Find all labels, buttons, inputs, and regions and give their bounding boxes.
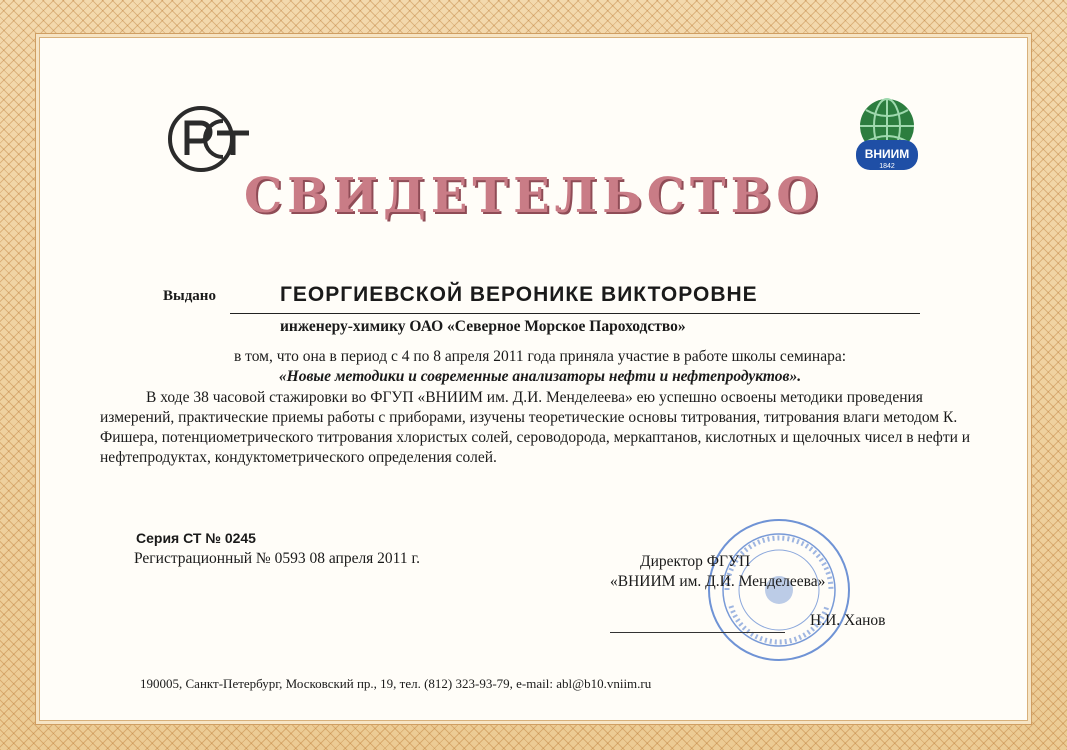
director-title: Директор ФГУП	[640, 553, 751, 570]
director-block	[610, 552, 825, 592]
rst-logo	[165, 103, 255, 175]
name-underline	[230, 313, 920, 314]
paragraph-intro	[100, 347, 980, 387]
series-number: Серия СТ № 0245	[136, 530, 256, 546]
certificate-title: СВИДЕТЕЛЬСТВО	[243, 168, 824, 224]
paragraph-intro-text: в том, что она в период с 4 по 8 апреля 2011 года приняла участие в работе школы семинара:	[233, 348, 847, 365]
director-name: Н.И. Ханов	[810, 612, 886, 629]
director-organization: «ВНИИМ им. Д.И. Менделеева»	[610, 573, 826, 590]
issued-label: Выдано	[163, 288, 216, 304]
vniim-logo-text: ВНИИМ	[864, 147, 910, 161]
recipient-position: инженеру-химику ОАО «Северное Морское Пароходство»	[280, 318, 686, 335]
certificate-body	[40, 38, 1027, 720]
paragraph-details: В ходе 38 часовой стажировки во ФГУП «ВНИИМ им. Д.И. Менделеева» ею успешно освоены методики проведения измерений, практические приемы работы с приборами, изучены теоретические основы титрования, титрования влаги методом К. Фишера, потенциометрического титрования хлористых солей, сероводорода, меркаптанов, кислотных и щелочных чисел в нефти и нефтепродуктах, кондуктометрического определения солей.	[100, 389, 971, 466]
registration-number: Регистрационный № 0593 08 апреля 2011 г.	[134, 550, 420, 567]
vniim-logo	[852, 96, 922, 174]
footer-address: 190005, Санкт-Петербург, Московский пр., 19, тел. (812) 323-93-79, e-mail: abl@b10.vniim.ru	[140, 676, 652, 691]
vniim-logo-year: 1842	[879, 163, 895, 170]
recipient-name: ГЕОРГИЕВСКОЙ ВЕРОНИКЕ ВИКТОРОВНЕ	[280, 283, 758, 306]
signature-line	[610, 632, 785, 633]
seminar-title: «Новые методики и современные анализаторы нефти и нефтепродуктов».	[278, 368, 802, 385]
